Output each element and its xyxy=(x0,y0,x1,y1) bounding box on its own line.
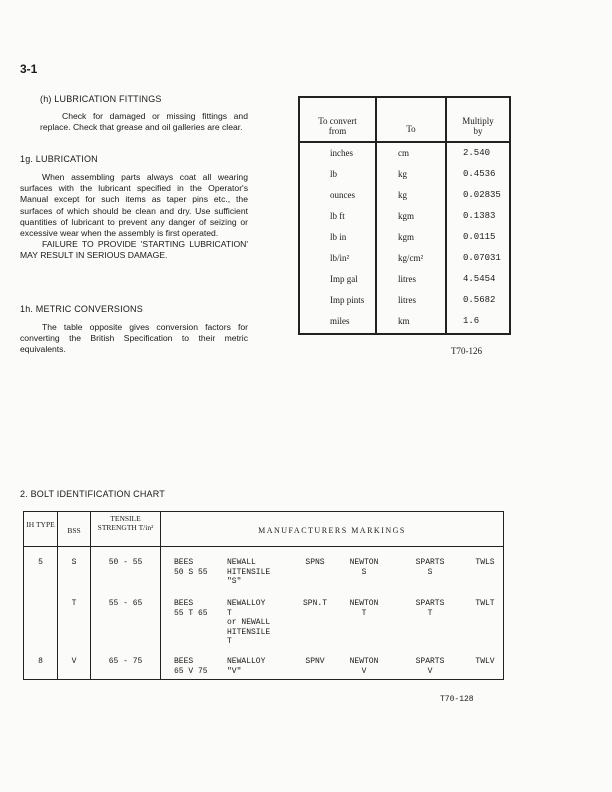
conv-from-cell: lb in xyxy=(330,232,347,242)
bolt-sparts-cell: SPARTS S xyxy=(415,558,445,577)
bolt-spn-cell: SPNV xyxy=(305,657,325,666)
page-number: 3-1 xyxy=(20,62,38,76)
bolt-newton-cell: NEWTON T xyxy=(349,599,379,618)
header-to: To xyxy=(406,124,416,134)
conv-to-cell: kg xyxy=(398,169,407,179)
conv-to-cell: kg/cm² xyxy=(398,253,424,263)
bolt-sparts-cell: SPARTS T xyxy=(415,599,445,618)
conv-multiply-cell: 0.4536 xyxy=(463,169,496,179)
conv-multiply-cell: 2.540 xyxy=(463,148,491,158)
conv-to-cell: km xyxy=(398,316,410,326)
bolt-tensile-cell: 50 - 55 xyxy=(108,558,143,567)
lubrication-warning: FAILURE TO PROVIDE 'STARTING LUBRICATION' MAY RESULT IN SERIOUS DAMAGE. xyxy=(20,239,248,261)
metric-text: The table opposite gives conversion factors for converting the British Specification to their metric equivalents. xyxy=(20,322,248,355)
bolt-identification-table xyxy=(23,511,504,680)
conv-from-cell: ounces xyxy=(330,190,355,200)
conversion-table-reference: T70-126 xyxy=(451,346,482,356)
header-tensile: TENSILE STRENGTH T/in² xyxy=(97,514,154,532)
conv-to-cell: kgm xyxy=(398,211,415,221)
header-ih-type: IH TYPE xyxy=(26,520,55,529)
conv-to-cell: kg xyxy=(398,190,407,200)
bolt-ih-cell: 8 xyxy=(38,657,43,666)
conv-from-cell: lb xyxy=(330,169,338,179)
conv-from-cell: inches xyxy=(330,148,353,158)
conv-multiply-cell: 0.02835 xyxy=(463,190,501,200)
header-markings: MANUFACTURERS MARKINGS xyxy=(258,526,406,535)
metric-heading: 1h. METRIC CONVERSIONS xyxy=(20,304,143,314)
conv-multiply-cell: 4.5454 xyxy=(463,274,496,284)
bolt-tensile-cell: 55 - 65 xyxy=(108,599,143,608)
conv-from-cell: lb ft xyxy=(330,211,345,221)
bolt-newall-cell: NEWALLOY T or NEWALL HITENSILE T xyxy=(227,599,271,646)
bolt-bss-cell: V xyxy=(71,657,77,666)
bolt-bss-cell: S xyxy=(71,558,77,567)
conv-to-cell: kgm xyxy=(398,232,415,242)
conv-to-cell: litres xyxy=(398,295,416,305)
conv-multiply-cell: 0.0115 xyxy=(463,232,496,242)
bolt-bss-cell: T xyxy=(71,599,77,608)
conv-from-cell: miles xyxy=(330,316,350,326)
bolt-chart-reference: T70-128 xyxy=(440,695,474,704)
bolt-tensile-cell: 65 - 75 xyxy=(108,657,143,666)
bolt-spn-cell: SPN.T xyxy=(302,599,327,608)
conv-multiply-cell: 0.07031 xyxy=(463,253,501,263)
bolt-spn-cell: SPNS xyxy=(305,558,325,567)
bolt-chart-heading: 2. BOLT IDENTIFICATION CHART xyxy=(20,489,165,499)
conv-multiply-cell: 0.1383 xyxy=(463,211,496,221)
bolt-newall-cell: NEWALLOY "V" xyxy=(227,657,266,676)
bolt-bees-cell: BEES 65 V 75 xyxy=(174,657,208,676)
conv-from-cell: lb/in² xyxy=(330,253,350,263)
lubrication-heading: 1g. LUBRICATION xyxy=(20,154,98,164)
lubrication-fittings-heading: (h) LUBRICATION FITTINGS xyxy=(40,94,162,104)
header-multiply: Multiply by xyxy=(462,116,494,136)
conv-multiply-cell: 0.5682 xyxy=(463,295,496,305)
bolt-bees-cell: BEES 50 S 55 xyxy=(174,558,208,577)
conv-from-cell: Imp gal xyxy=(330,274,358,284)
header-from: To convert from xyxy=(318,116,357,136)
bolt-bees-cell: BEES 55 T 65 xyxy=(174,599,208,618)
conv-to-cell: cm xyxy=(398,148,409,158)
lubrication-fittings-text: Check for damaged or missing fittings and replace. Check that grease and oil galleries are clear. xyxy=(40,111,248,133)
bolt-twl-cell: TWLT xyxy=(475,599,495,608)
bolt-newton-cell: NEWTON V xyxy=(349,657,379,676)
conv-to-cell: litres xyxy=(398,274,416,284)
conv-from-cell: Imp pints xyxy=(330,295,365,305)
conversion-table xyxy=(298,96,511,335)
conv-multiply-cell: 1.6 xyxy=(463,316,480,326)
bolt-ih-cell: 5 xyxy=(38,558,43,567)
bolt-twl-cell: TWLV xyxy=(475,657,495,666)
bolt-newton-cell: NEWTON S xyxy=(349,558,379,577)
lubrication-text: When assembling parts always coat all wearing surfaces with the lubricant specified in the Operator's Manual except for such items as taper pins etc., the surfaces of which should be clean and dry. Use sufficient quantities of lubricant to prevent any danger of seizing or excessive wear when the assembly is first operated. FAILURE TO PROVIDE 'STARTING LUBRICATION' MAY RESULT IN SERIOUS DAMAGE. xyxy=(20,172,248,261)
header-bss: BSS xyxy=(67,526,81,535)
bolt-twl-cell: TWLS xyxy=(475,558,495,567)
bolt-newall-cell: NEWALL HITENSILE "S" xyxy=(227,558,271,586)
bolt-sparts-cell: SPARTS V xyxy=(415,657,445,676)
